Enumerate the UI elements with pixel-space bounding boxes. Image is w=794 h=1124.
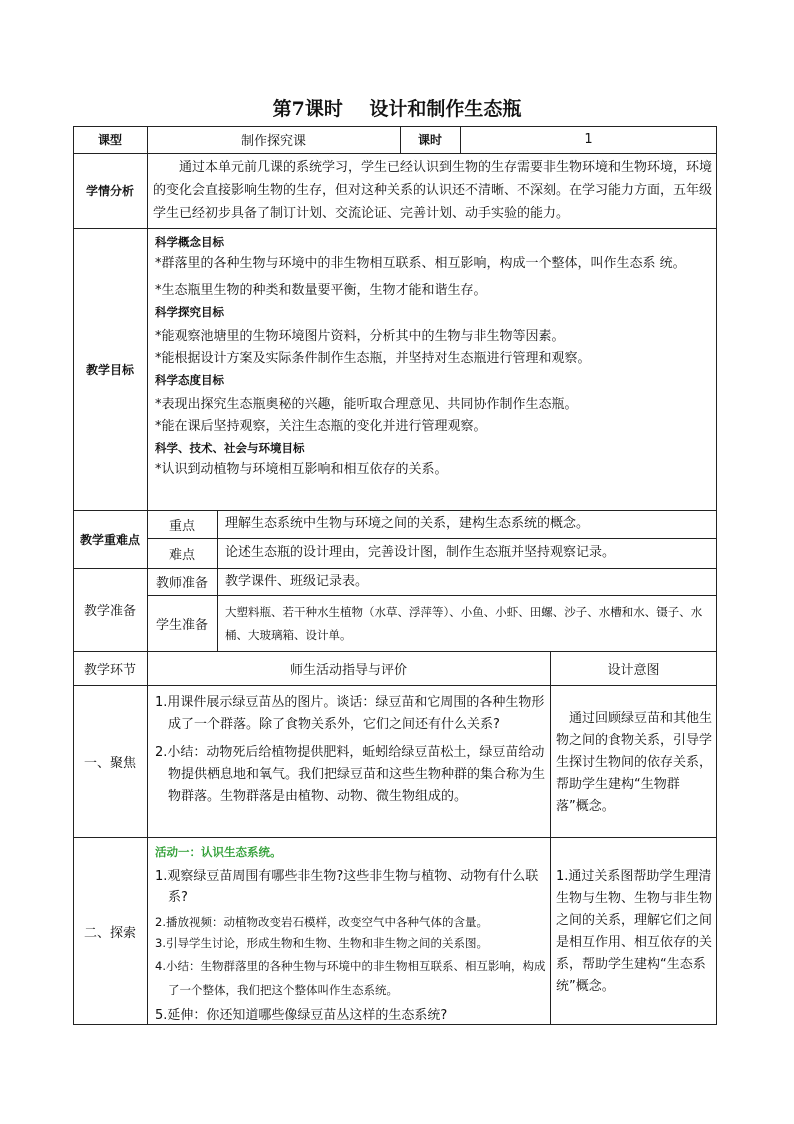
process-col-stage: 教学环节 (83, 662, 136, 678)
prep-label: 教学准备 (83, 604, 136, 619)
period-label: 课时 (417, 133, 442, 147)
teacher-prep-text: 教学课件、班级记录表。 (225, 574, 369, 589)
process-col-intent: 设计意图 (607, 662, 660, 678)
teacher-prep-label: 教师准备 (155, 576, 208, 591)
activity-item: 1.观察绿豆苗周围有哪些非生物?这些非生物与植物、动物有什么联系? (155, 869, 539, 905)
activity-item: 4.小结：生物群落里的各种生物与环境中的非生物相互联系、相互影响，构成了一个整体，我们把这个整体叫作生态系统。 (155, 959, 546, 997)
goal-heading-sts: 科学、技术、社会与环境目标 (155, 441, 305, 455)
period-value: 1 (584, 132, 593, 147)
goal-item: *能观察池塘里的生物环境图片资料，分析其中的生物与非生物等因素。 (155, 329, 565, 344)
focus-section-content (155, 692, 545, 808)
difficulty-text: 论述生态瓶的设计理由，完善设计图，制作生态瓶并坚持观察记录。 (225, 545, 616, 560)
goal-item: *能在课后坚持观察，关注生态瓶的变化并进行管理观察。 (155, 419, 487, 434)
activity-item: 5.延伸：你还知道哪些像绿豆苗丛这样的生态系统? (155, 1008, 448, 1023)
goal-item: *生态瓶里生物的种类和数量要平衡，生物才能和谐生存。 (155, 283, 487, 298)
focus-label: 重点 (168, 518, 195, 534)
goal-heading-inquiry: 科学探究目标 (155, 305, 224, 319)
analysis-text: 通过本单元前几课的系统学习，学生已经认识到生物的生存需要非生物环境和生物环境，环境的变化会直接影响生物的生存，但对这种关系的认识还不清晰、不深刻。在学习能力方面，五年级学生已经初步具备了制订计划、交流论证、完善计划、动手实验的能力。 (153, 160, 713, 221)
goal-item: *表现出探究生态瓶奥秘的兴趣，能听取合理意见、共同协作制作生态瓶。 (155, 397, 578, 412)
activity-heading: 活动一：认识生态系统。 (155, 845, 282, 859)
explore-section-intent: 1.通过关系图帮助学生理清生物与生物、生物与非生物之间的关系，理解它们之间是相互作用、相互依存的关系，帮助学生建构“生态系统”概念。 (556, 869, 713, 994)
process-col-activity: 师生活动指导与评价 (289, 662, 407, 678)
goals-label: 教学目标 (85, 362, 134, 377)
activity-item: 2.小结：动物死后给植物提供肥料，蚯蚓给绿豆苗松土，绿豆苗给动物提供栖息地和氧气。我们把绿豆苗和这些生物种群的集合称为生物群落。生物群落是由植物、动物、微生物组成的。 (155, 745, 546, 804)
focus-section-intent: 通过回顾绿豆苗和其他生物之间的食物关系，引导学生探讨生物间的依存关系，帮助学生建构“生物群落”概念。 (556, 711, 713, 814)
lesson-plan-table (73, 126, 717, 1025)
activity-item: 2.播放视频：动植物改变岩石模样，改变空气中各种气体的含量。 (155, 915, 488, 929)
focus-text: 理解生态系统中生物与环境之间的关系，建构生态系统的概念。 (225, 516, 590, 531)
type-label: 课型 (97, 133, 122, 147)
student-prep-label: 学生准备 (155, 617, 208, 633)
goal-heading-attitude: 科学态度目标 (155, 373, 224, 387)
difficulty-label: 难点 (168, 547, 195, 563)
analysis-label: 学情分析 (85, 184, 134, 198)
key-label: 教学重难点 (79, 532, 140, 547)
explore-section-content (155, 842, 547, 1027)
goal-heading-concept: 科学概念目标 (155, 235, 224, 249)
goal-item: *群落里的各种生物与环境中的非生物相互联系、相互影响，构成一个整体，叫作生态系 统。 (155, 256, 686, 271)
activity-item: 1.用课件展示绿豆苗丛的图片。谈话：绿豆苗和它周围的各种生物形成了一个群落。除了食物关系外，它们之间还有什么关系? (155, 695, 545, 732)
student-prep-text: 大塑料瓶、若干种水生植物（水草、浮萍等）、小鱼、小虾、田螺、沙子、水槽和水、镊子、水桶、大玻璃箱、设计单。 (225, 605, 703, 642)
explore-section-label: 二、探索 (83, 925, 136, 941)
page-title: 第7课时 设计和制作生态瓶 (272, 98, 522, 120)
focus-section-label: 一、聚焦 (83, 755, 136, 771)
type-value: 制作探究课 (240, 134, 306, 149)
goal-item: *认识到动植物与环境相互影响和相互依存的关系。 (155, 462, 448, 477)
goal-item: *能根据设计方案及实际条件制作生态瓶，并坚持对生态瓶进行管理和观察。 (155, 351, 591, 366)
goals-content (155, 232, 711, 481)
activity-item: 3.引导学生讨论，形成生物和生物、生物和非生物之间的关系图。 (155, 936, 488, 950)
